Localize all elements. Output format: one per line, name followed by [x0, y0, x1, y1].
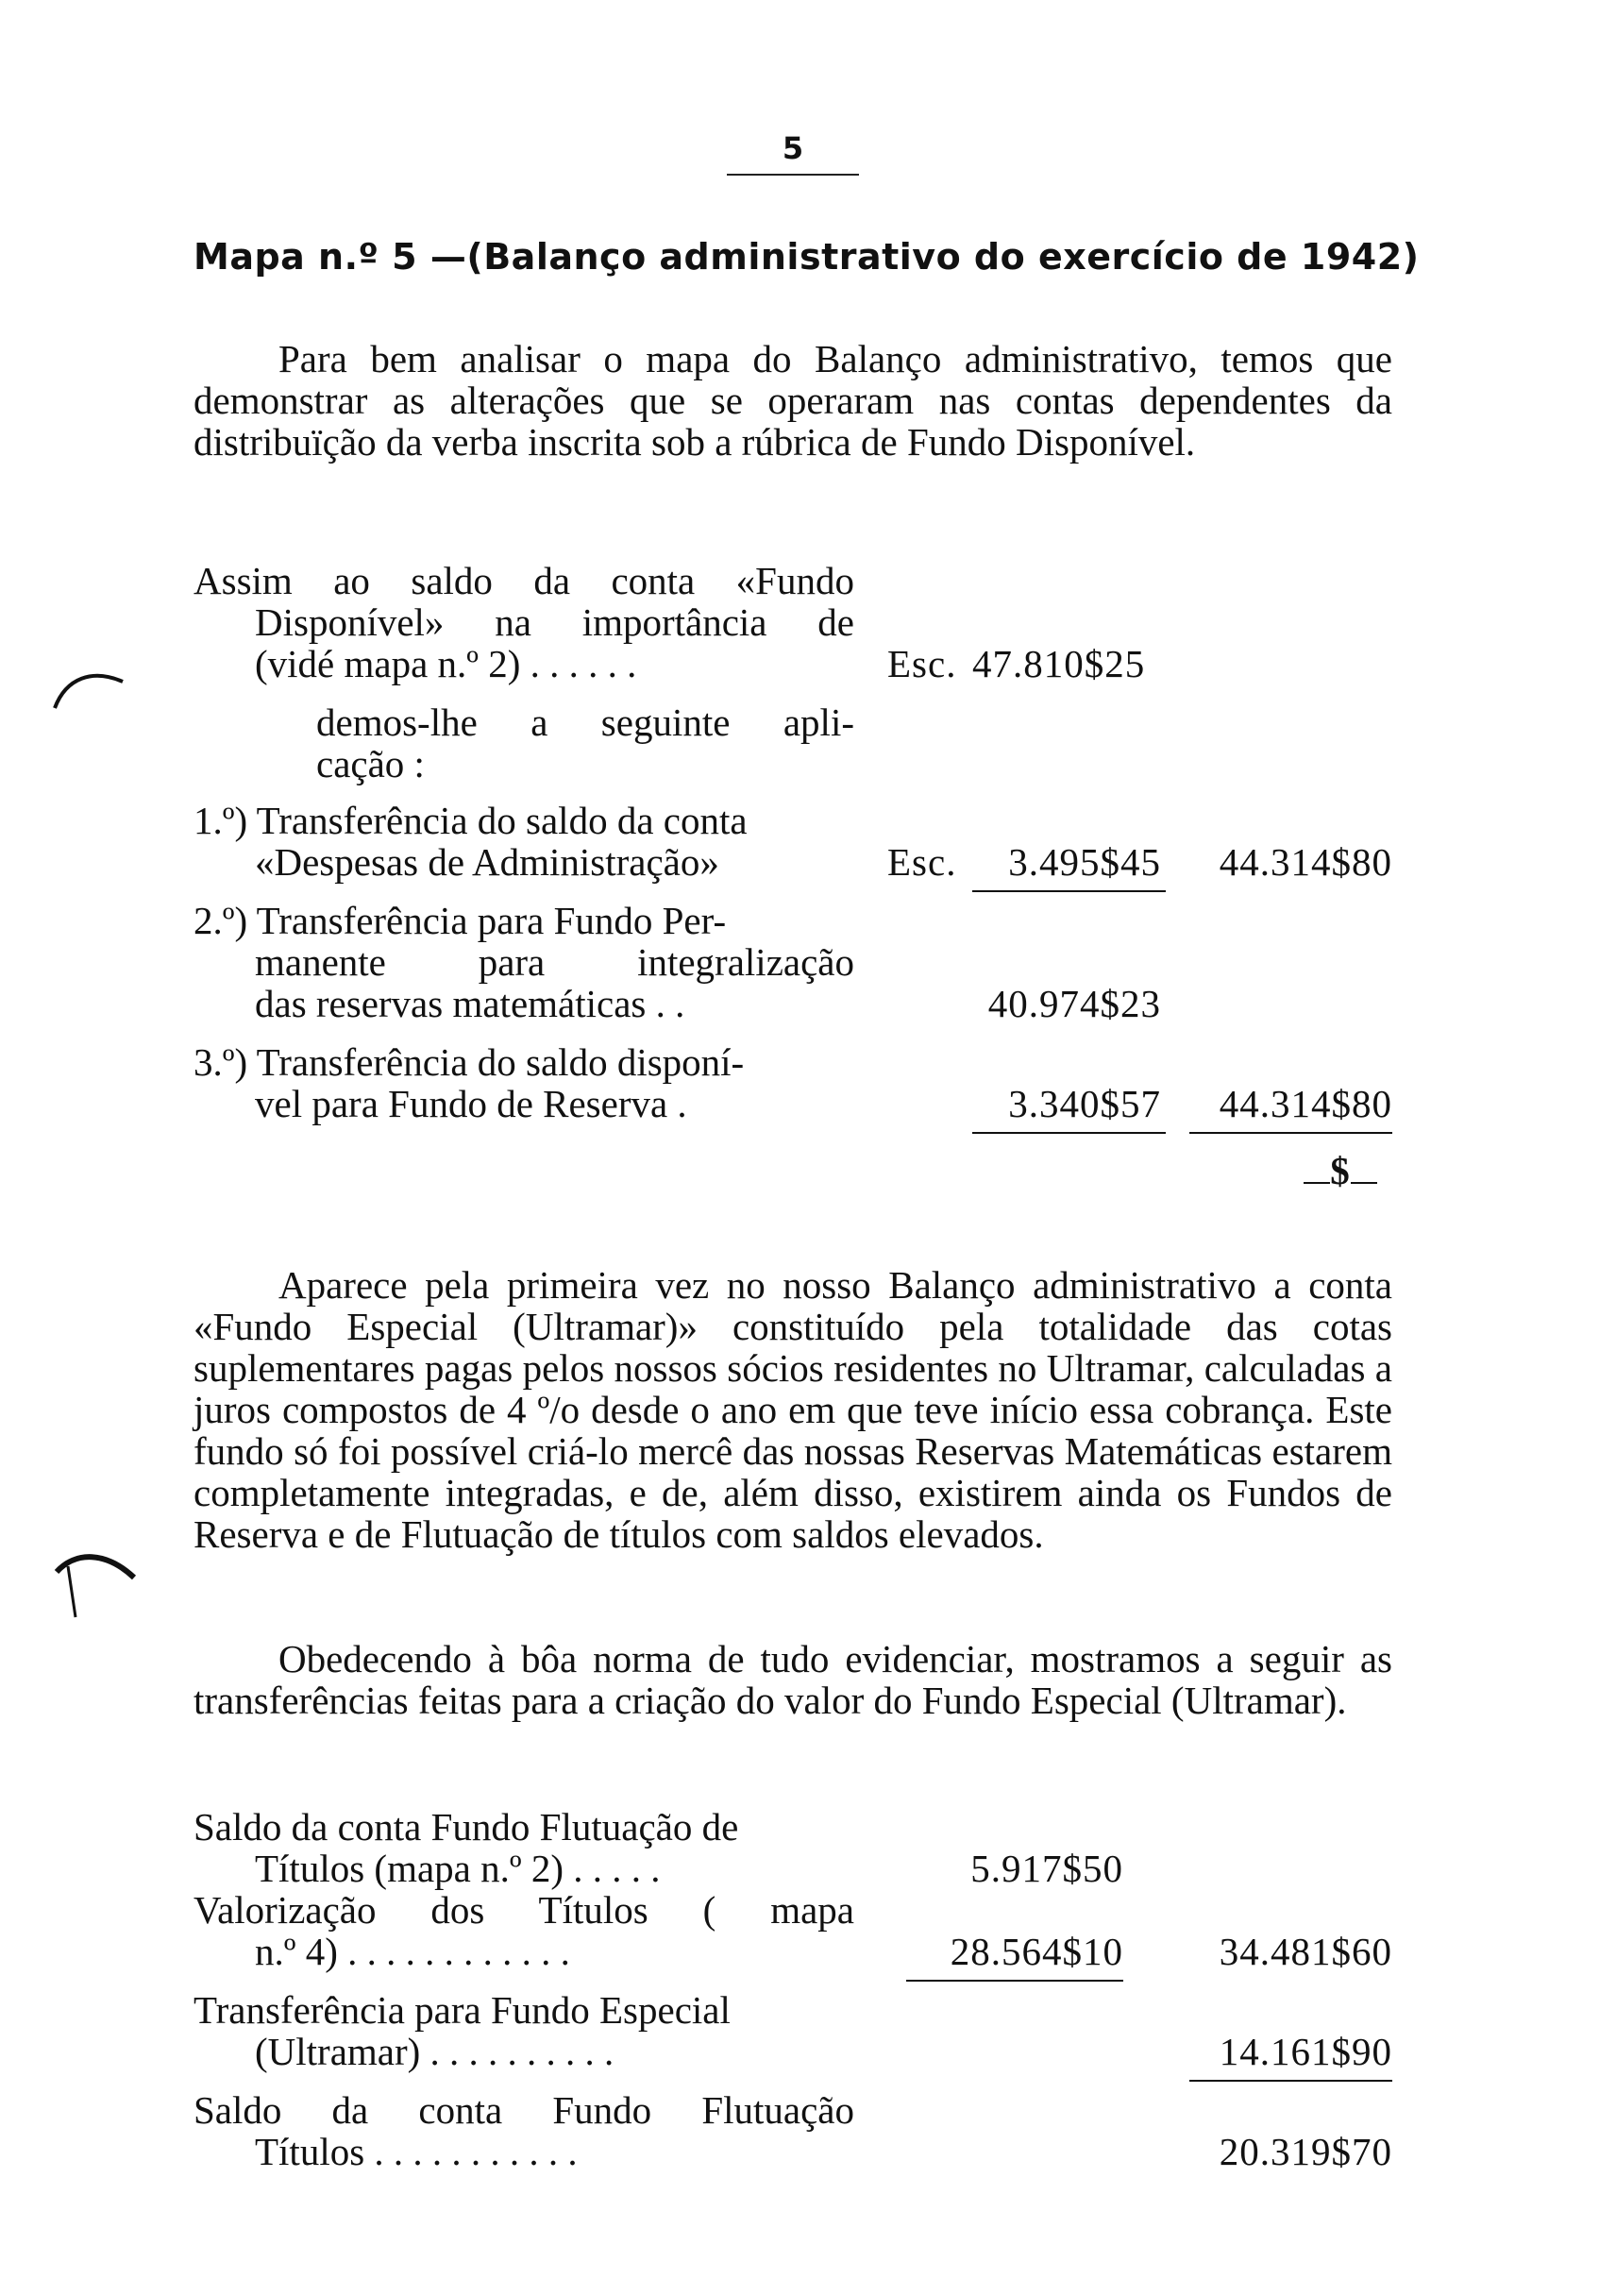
block2-row4-total: 20.319$70	[1219, 2130, 1392, 2173]
intro-paragraph: Para bem analisar o mapa do Balanço administrativo, temos que demonstrar as alterações que se operaram nas contas dependentes da distribuïção da verba inscrita sob a rúbrica de Fundo Disponível.	[194, 337, 1392, 464]
block2-row2-line-1: Valorização dos Títulos ( mapa	[194, 1888, 854, 1932]
item3-value: 3.340$57	[1008, 1082, 1161, 1125]
item1-value: 3.495$45	[1008, 840, 1161, 884]
item1-currency: Esc.	[887, 840, 957, 884]
block2-row1-value: 5.917$50	[970, 1847, 1123, 1890]
block1-line-3: (vidé mapa n.º 2) . . . . . .	[255, 642, 637, 685]
item1-underline	[972, 890, 1166, 892]
paragraph-transferencias: Obedecendo à bôa norma de tudo evidenciar, mostramos a seguir as transferências feitas para a criação do valor do Fundo Especial (Ultramar).	[194, 1637, 1392, 1722]
block2-row1-line-1: Saldo da conta Fundo Flutuação de	[194, 1805, 739, 1849]
item1-line-2: «Despesas de Administração»	[255, 840, 719, 884]
item2-line-3: das reservas matemáticas . .	[255, 982, 685, 1025]
block2-row3-total: 14.161$90	[1219, 2030, 1392, 2073]
block2-row2-underline	[906, 1980, 1123, 1982]
block2-row2-line-2: n.º 4) . . . . . . . . . . . .	[255, 1930, 570, 1973]
paragraph-fundo-especial: Aparece pela primeira vez no nosso Balanço administrativo a conta «Fundo Especial (Ultramar)» constituído pela totalidade das cotas suplementares pagas pelos nossos sócios residentes no Ultramar, calculadas a juros compostos de 4 º/o desde o ano em que teve início essa cobrança. Este fundo só foi possível criá-lo mercê das nossas Reservas Matemáticas estarem completamente integradas, e de, além disso, existirem ainda os Fundos de Reserva e de Flutuação de títulos com saldos elevados.	[194, 1263, 1392, 1556]
item3-total: 44.314$80	[1219, 1082, 1392, 1125]
block1-opening-balance: 47.810$25	[972, 642, 1146, 685]
item2-line-2: manente para integralização	[255, 940, 854, 984]
block2-row2-total: 34.481$60	[1219, 1930, 1392, 1973]
block2-row4-line-1: Saldo da conta Fundo Flutuação	[194, 2088, 854, 2132]
zero-balance-mark: $	[1288, 1150, 1392, 1191]
block1-currency: Esc.	[887, 642, 957, 685]
block1-line-1: Assim ao saldo da conta «Fundo	[194, 559, 854, 602]
margin-mark-icon	[47, 661, 132, 718]
block2-row1-line-2: Títulos (mapa n.º 2) . . . . .	[255, 1847, 661, 1890]
item2-value: 40.974$23	[987, 982, 1161, 1025]
block2-row3-line-1: Transferência para Fundo Especial	[194, 1988, 731, 2032]
block2-row2-value: 28.564$10	[950, 1930, 1123, 1973]
block2-row4-line-2: Títulos . . . . . . . . . . .	[255, 2130, 578, 2173]
item3-total-underline	[1189, 1132, 1392, 1134]
item1-total: 44.314$80	[1219, 840, 1392, 884]
item3-line-2: vel para Fundo de Reserva .	[255, 1082, 687, 1125]
item3-underline	[972, 1132, 1166, 1134]
page-number: 5	[727, 130, 859, 176]
item1-line-1: 1.º) Transferência do saldo da conta	[194, 799, 748, 842]
item2-line-1: 2.º) Transferência para Fundo Per-	[194, 899, 727, 942]
block1-line-2: Disponível» na importância de	[255, 600, 854, 644]
margin-mark-icon	[47, 1544, 142, 1629]
page-heading: Mapa n.º 5 —(Balanço administrativo do exercício de 1942)	[194, 236, 1420, 278]
block2-row3-underline	[1189, 2080, 1392, 2082]
block2-row3-line-2: (Ultramar) . . . . . . . . . .	[255, 2030, 614, 2073]
block1-line-4: demos-lhe a seguinte apli-	[316, 701, 854, 744]
block1-line-5: cação :	[316, 742, 425, 785]
item3-line-1: 3.º) Transferência do saldo disponí-	[194, 1040, 745, 1084]
